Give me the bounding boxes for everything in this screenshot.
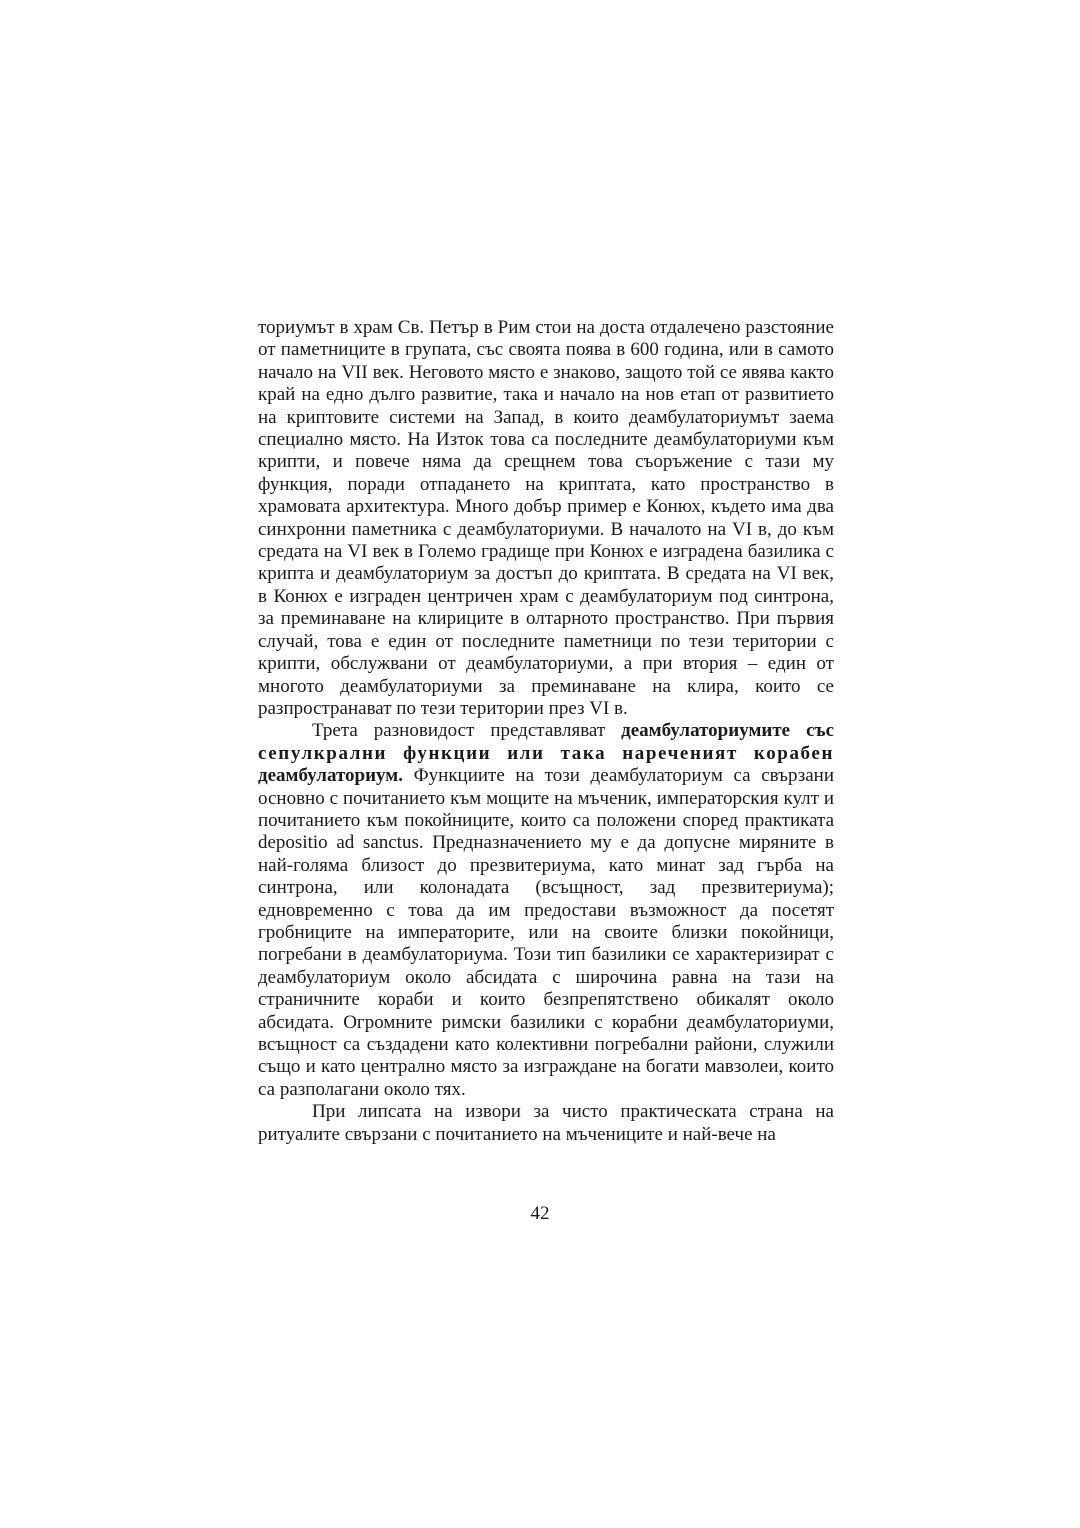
page-number: 42 xyxy=(530,1203,550,1224)
paragraph-2-intro: Трета разновидост представляват xyxy=(312,720,622,742)
paragraph-2-bold-term-b: деамбулаториум. xyxy=(258,765,403,787)
paragraph-1: ториумът в храм Св. Петър в Рим стои на доста отдалечено разстояние от паметниците в групата, със своята поява в 600 година, или в самото начало на VII век. Неговото място е знаково, защото той се явява както край на едно дълго развитие, така и начало на нов етап от развитието на криптовите системи на Запад, в които деамбулаториумът заема специално място. На Изток това са последните деамбулаториуми към крипти, и повече няма да срещнем това съоръжение с тази му функция, поради отпадането на криптата, като пространство в храмовата архитектура. Много добър пример е Конюх, където има два синхронни паметника с деамбулаториуми. В началото на VI в, до към средата на VI век в Големо градище при Конюх е изградена базилика с крипта и деамбулаториум за достъп до криптата. В средата на VI век, в Конюх е изграден центричен храм с деамбулаториум под синтрона, за преминаване на клириците в олтарното пространство. При първия случай, това е един от последните паметници по тези територии с крипти, обслужвани от деамбулаториуми, а при втория – един от многото деамбулаториуми за преминаване на клира, които се разпространават по тези територии през VI в. xyxy=(258,317,834,719)
paragraph-2-bold-term-a: деамбулаториумите със xyxy=(621,720,835,742)
paragraph-2-bold-term-spaced: сепулкрални функции или така нареченият корабен xyxy=(258,742,834,764)
paragraph-2-rest: Функциите на този деамбулаториум са свързани основно с почитанието към мощите на мъченик, императорския култ и почитанието към покойниците, които са положени според практиката depositio ad sanctus. Предназначението му е да допусне миряните в най-голяма близост до презвитериума, като минат зад гърба на синтрона, или колонадата (всъщност, зад презвитериума); едновременно с това да им предостави възможност да посетят гробниците на императорите, или на своите близки покойници, погребани в деамбулаториума. Този тип базилики се характеризират с деамбулаториум около абсидата с широчина равна на тази на страничните кораби и които безпрепятствено обикалят около абсидата. Огромните римски базилики с корабни деамбулаториуми, всъщност са създадени като колективни погребални райони, служили също и като централно място за изграждане на богати мавзолеи, които са разполагани около тях. xyxy=(258,765,834,1100)
body-text xyxy=(258,317,834,1146)
paragraph-2 xyxy=(258,720,834,1101)
paragraph-3: При липсата на извори за чисто практическата страна на ритуалите свързани с почитанието на мъчениците и най-вече на xyxy=(258,1101,834,1145)
